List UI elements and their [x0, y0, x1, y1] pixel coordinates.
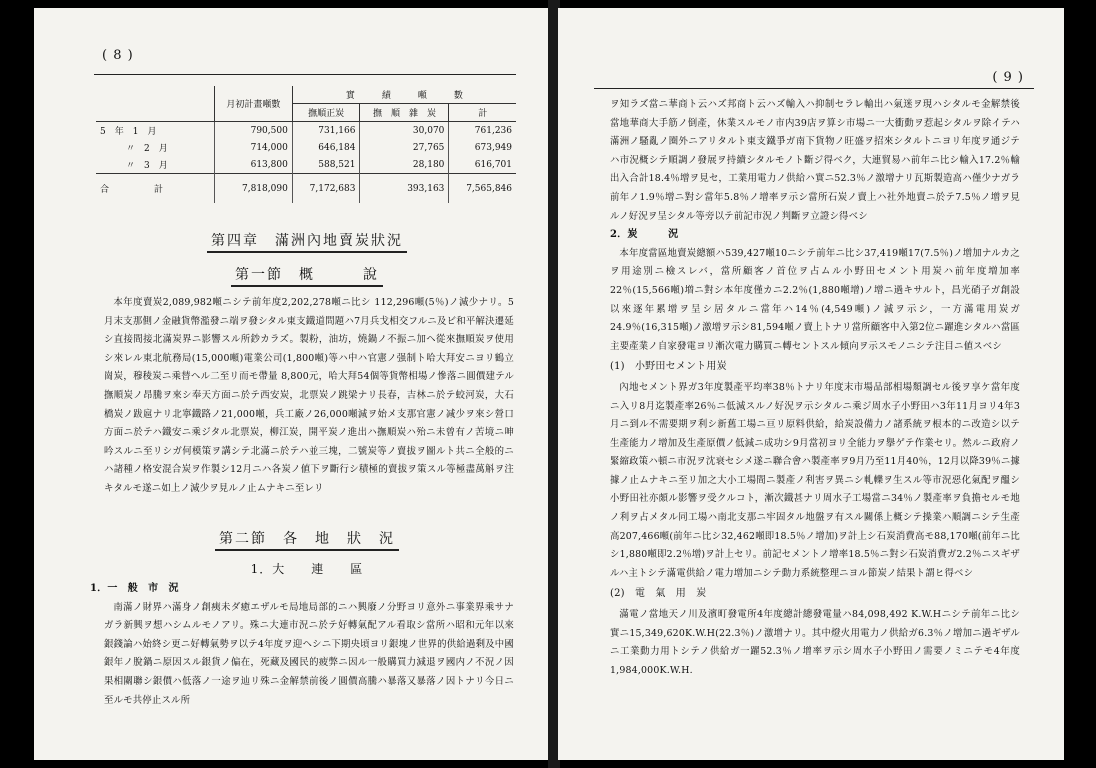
- page-number-right: ( 9 ): [992, 70, 1024, 85]
- table-total-row: [96, 174, 516, 204]
- table-head-sub: 撫 順 雜 炭: [360, 104, 449, 122]
- row-label: 〃 3 月: [126, 161, 168, 171]
- row-label: 5 年 1 月: [100, 127, 157, 137]
- paragraph: ヲ知ラズ當ニ華商ト云ハズ邦商ト云ハズ輸入ハ抑制セラレ輸出ハ氣迷ヲ現ハシタルモ金解禁後當地華商大手筋ノ倒產，休業スルモノ市内39店ヲ算シ市場ニ一大衝動ヲ惹起シタルヲ除イテハ滿洲ノ騷亂ノ圈外ニアリタルト東支鐵爭ガ南下貨物ノ旺盛ヲ招來シタルトニヨリ年度ヲ通ジテハ市況概シテ順調ノ發展ヲ持續シタルモノト斷ジ得ベク，大連貿易ハ前年ニ比シ輸入17.2％輸出入合計18.4％增ヲ見セ，工業用電力ノ供給ハ實ニ52.3％ノ激增ナリ瓦斯製造高ハ僅少ナガラ前年ノ1.9％增ニ對シ當年5.8％ノ增率ヲ示シ當所石炭ノ賣上ハ社外地賣ニ於テ7.5％ノ增ヲ見ルノ好況ヲ呈シタル等旁以テ前記市況ノ判斷ヲ立證シ得ベシ: [610, 99, 1020, 222]
- row-label: 〃 2 月: [126, 144, 168, 154]
- table-cell: 646,184: [292, 139, 360, 156]
- row-label: 合 計: [96, 174, 215, 204]
- area-heading-text: 1．大 連 區: [250, 562, 364, 576]
- header-rule-right: [594, 88, 1034, 89]
- table-cell: 714,000: [215, 139, 293, 156]
- coal-production-table: [96, 86, 516, 203]
- table-cell: 731,166: [292, 122, 360, 140]
- table-head-plan: 月初計畫噸數: [215, 86, 293, 122]
- table-head-sub: 計: [449, 104, 516, 122]
- table-cell: 790,500: [215, 122, 293, 140]
- chapter-heading: [64, 230, 550, 250]
- table-cell: 588,521: [292, 156, 360, 174]
- paragraph: 本年度賣炭2,089,982噸ニシテ前年度2,202,278噸ニ比シ 112,296噸(5％)ノ減少ナリ。5月末支那側ノ金融貨幣濫發ニ端ヲ發シタル東支鐵道問題ハ7月兵戈相交フルニ及ビ和平解決遷延シ直接間接北滿炭界ニ影響スル所鈔カラズ。製粉，油坊，燒鍋ノ不振ニ加ヘ從來撫順炭ヲ使用シ來レル東北航務局(15,000噸)電業公司(1,800噸)等ハ中ハ官憲ノ强制ト哈大拜安ニヨリ鶴立崗炭，穆稜炭ニ乘替ヘル二至リ而モ帶量 8,800元，哈大拜54個等貨幣相場ノ慘落ニ圓價建テル撫順炭ノ昂騰ヲ來シ奉天方面ニ於テ西安炭，北票炭ノ跳梁ナリ長春，吉林ニ於テ蛟河炭，大石橋炭ノ跋扈ナリ北寧鐵路ノ21,000噸，兵工廠ノ26,000噸減ヲ始メ支那官憲ノ减少ヲ來シ營口方面ニ於テハ鐵安ニ乘ジタル北票炭，柳江炭，開平炭ノ進出ハ撫順炭ハ殆ニ未曾有ノ苦境ニ呻吟スルニ至リシガ何模策ヲ講シテ北滿ニ於テハ並三塊，二號炭等ノ賣拔ヲ圖ルト共ニ全般的ニハ諸種ノ格安混合炭ヲ作製シ12月ニハ各炭ノ値下ヲ斷行シ積極的賣拔ヲ策スル等極盡萬斛ヲ注キタルモ遂ニ如上ノ減少ヲ見ルノ止ムナキニ至レリ: [104, 297, 514, 494]
- paragraph: 南滿ノ財界ハ滿身ノ創痍未ダ癒エザルモ局地局部的ニハ興廢ノ分野ヨリ意外ニ事業界乘サナガラ新興ヲ想ハシムルモノアリ。殊ニ大連市況ニ於テ好轉氣配アル看取シ當所ハ昭和元年以來銀錢論ハ始終シ更ニ好轉氣勢ヲ以テ4年度ヲ迎ヘシニ下期央頃ヨリ銀塊ノ世界的供給過剩及中國銀年ノ脫鍋ニ原因スル銀貨ノ偏在，死藏及國民的疲弊ニ因ル一般購買力減退ヲ國内ノ不況ノ因果相關聯シ銀價ハ低落ノ一途ヲ辿リ殊ニ金解禁前後ノ圓價高騰ハ暴落又暴落ノ因トナリ今日ニ至ルモ共停止スル所: [104, 601, 514, 706]
- table-cell: 613,800: [215, 156, 293, 174]
- subheading: (2) 電 氣 用 炭: [610, 588, 707, 600]
- table-cell: 616,701: [449, 156, 516, 174]
- chapter-heading-text: 第四章 滿洲內地賣炭狀況: [207, 233, 407, 253]
- table-head-sub: 撫順正炭: [292, 104, 360, 122]
- table-row: [96, 156, 516, 174]
- left-page: [34, 8, 550, 760]
- table-head-group: 實 績 噸 數: [292, 86, 516, 104]
- header-rule-left: [94, 74, 516, 75]
- table-corner: [96, 86, 215, 122]
- right-body: [610, 96, 1020, 680]
- paragraph: 本年度當區地賣炭總額ハ539,427噸10ニシテ前年ニ比シ37,419噸17(7.5％)ノ增加ナルカ之ヲ用途別ニ檢スレバ，當所顧客ノ首位ヲ占ムル小野田セメント用炭ハ前年度増加率22％(15,566噸)増ニ對シ本年度僅カニ2.2％(1,880噸增)ノ增ニ過キサルト，昌光硝子ガ創設以來逐年累增ヲ呈シ居タルニ當年ハ14％(4,549噸)ノ減ヲ示シ，一方滿電用炭ガ24.9％(16,315噸)ノ激增ヲ示シ81,594噸ノ賣上トナリ當所顧客中入第2位ニ躍進シタルハ當區主要產業ノ自家發電ヨリ漸次電力購買ニ轉セントスル傾向ヲ示スモノニシテ注目ニ値スベシ: [610, 247, 1020, 352]
- page-number-left: ( 8 ): [102, 48, 134, 63]
- subheading: 2．炭 況: [610, 229, 679, 241]
- table-cell: 28,180: [360, 156, 449, 174]
- section2-heading-text: 第二節 各 地 狀 況: [215, 531, 399, 551]
- table-cell: 673,949: [449, 139, 516, 156]
- section2-body: [90, 580, 514, 710]
- table-cell: 30,070: [360, 122, 449, 140]
- table-row: [96, 122, 516, 140]
- paragraph: 內地セメント界ガ3年度製產平均率38％トナリ年度末市場品部相場頽調セル後ヲ享ケ當年度ニ入リ8月迄製產率26％ニ低減スルノ好況ヲ示シタルニ乘ジ周水子小野田ハ3年11月ヨリ4年3月ニ到ル不需要期ヲ利シ新舊工場ニ亘リ原料供給，給炭設備力ノ諸系統ヲ根本的ニ改造シ以テ生產能力ノ增加及生產原價ノ低減ニ成功シ9月當初ヨリ全能力ヲ擧ゲテ作業セリ。然ルニ政府ノ緊縮政策ハ頓ニ市況ヲ沈衰セシメ遂ニ聯合會ハ製產率ヲ9月乃至11月40％，12月以降39％ニ據據ノ止ムナキニ至リ加之大小工場間ニ製產ノ利害ヲ異ニシ軋轢ヲ生スル等市況惡化氣配ヲ醞シ小野田社亦頗ル影響ヲ受クルコト，漸次鐵甚ナリ周水子工場當ニ34％ノ製產率ヲ負擔セルモ地ノ利ヲ占メタル同工場ハ南北支那ニ牢固タル地盤ヲ有スル關係上概シテ操業ハ順調ニシテ生產高207,466噸(前年ニ比シ32,462噸即18.5％ノ增加)ヲ計上シ石炭消費高モ88,170噸(前年ニ比シ1,880噸即2.2％增)ヲ計上セリ。前記セメントノ增率18.5％ニ對シ石炭消費ガ2.2％ニスギザルハ主トシテ滿電供給ノ電力增加ニシテ動力系統整理ニヨル節炭ノ結果ト謂ヒ得ベシ: [610, 381, 1020, 579]
- table-cell: 7,818,090: [215, 174, 293, 204]
- subheading: 1．一 般 市 況: [90, 583, 179, 594]
- right-page: [558, 8, 1064, 760]
- area-heading: [64, 560, 550, 577]
- section1-heading: [64, 264, 550, 284]
- section1-heading-text: 第一節 概 說: [231, 267, 383, 287]
- table-cell: 7,565,846: [449, 174, 516, 204]
- table-cell: 393,163: [360, 174, 449, 204]
- table-cell: 761,236: [449, 122, 516, 140]
- table-row: [96, 139, 516, 156]
- paragraph: 滿電ノ當地天ノ川及濱町發電所4年度總計總發電量ハ84,098,492 K.W.Hニシテ前年ニ比シ實ニ15,349,620K.W.H(22.3％)ノ激增ナリ。其中燈火用電力ノ供給ガ6.3％ノ增加ニ過ギザルニ工業動力用トシテノ供給ガ一躍52.3％ノ增率ヲ示シ周水子小野田ノ需要ノミニテモ4年度1,984,000K.W.H.: [610, 609, 1020, 676]
- subheading: (1) 小野田セメント用炭: [610, 361, 727, 373]
- section2-heading: [64, 528, 550, 548]
- table-cell: 7,172,683: [292, 174, 360, 204]
- section1-body: [104, 294, 514, 499]
- table-cell: 27,765: [360, 139, 449, 156]
